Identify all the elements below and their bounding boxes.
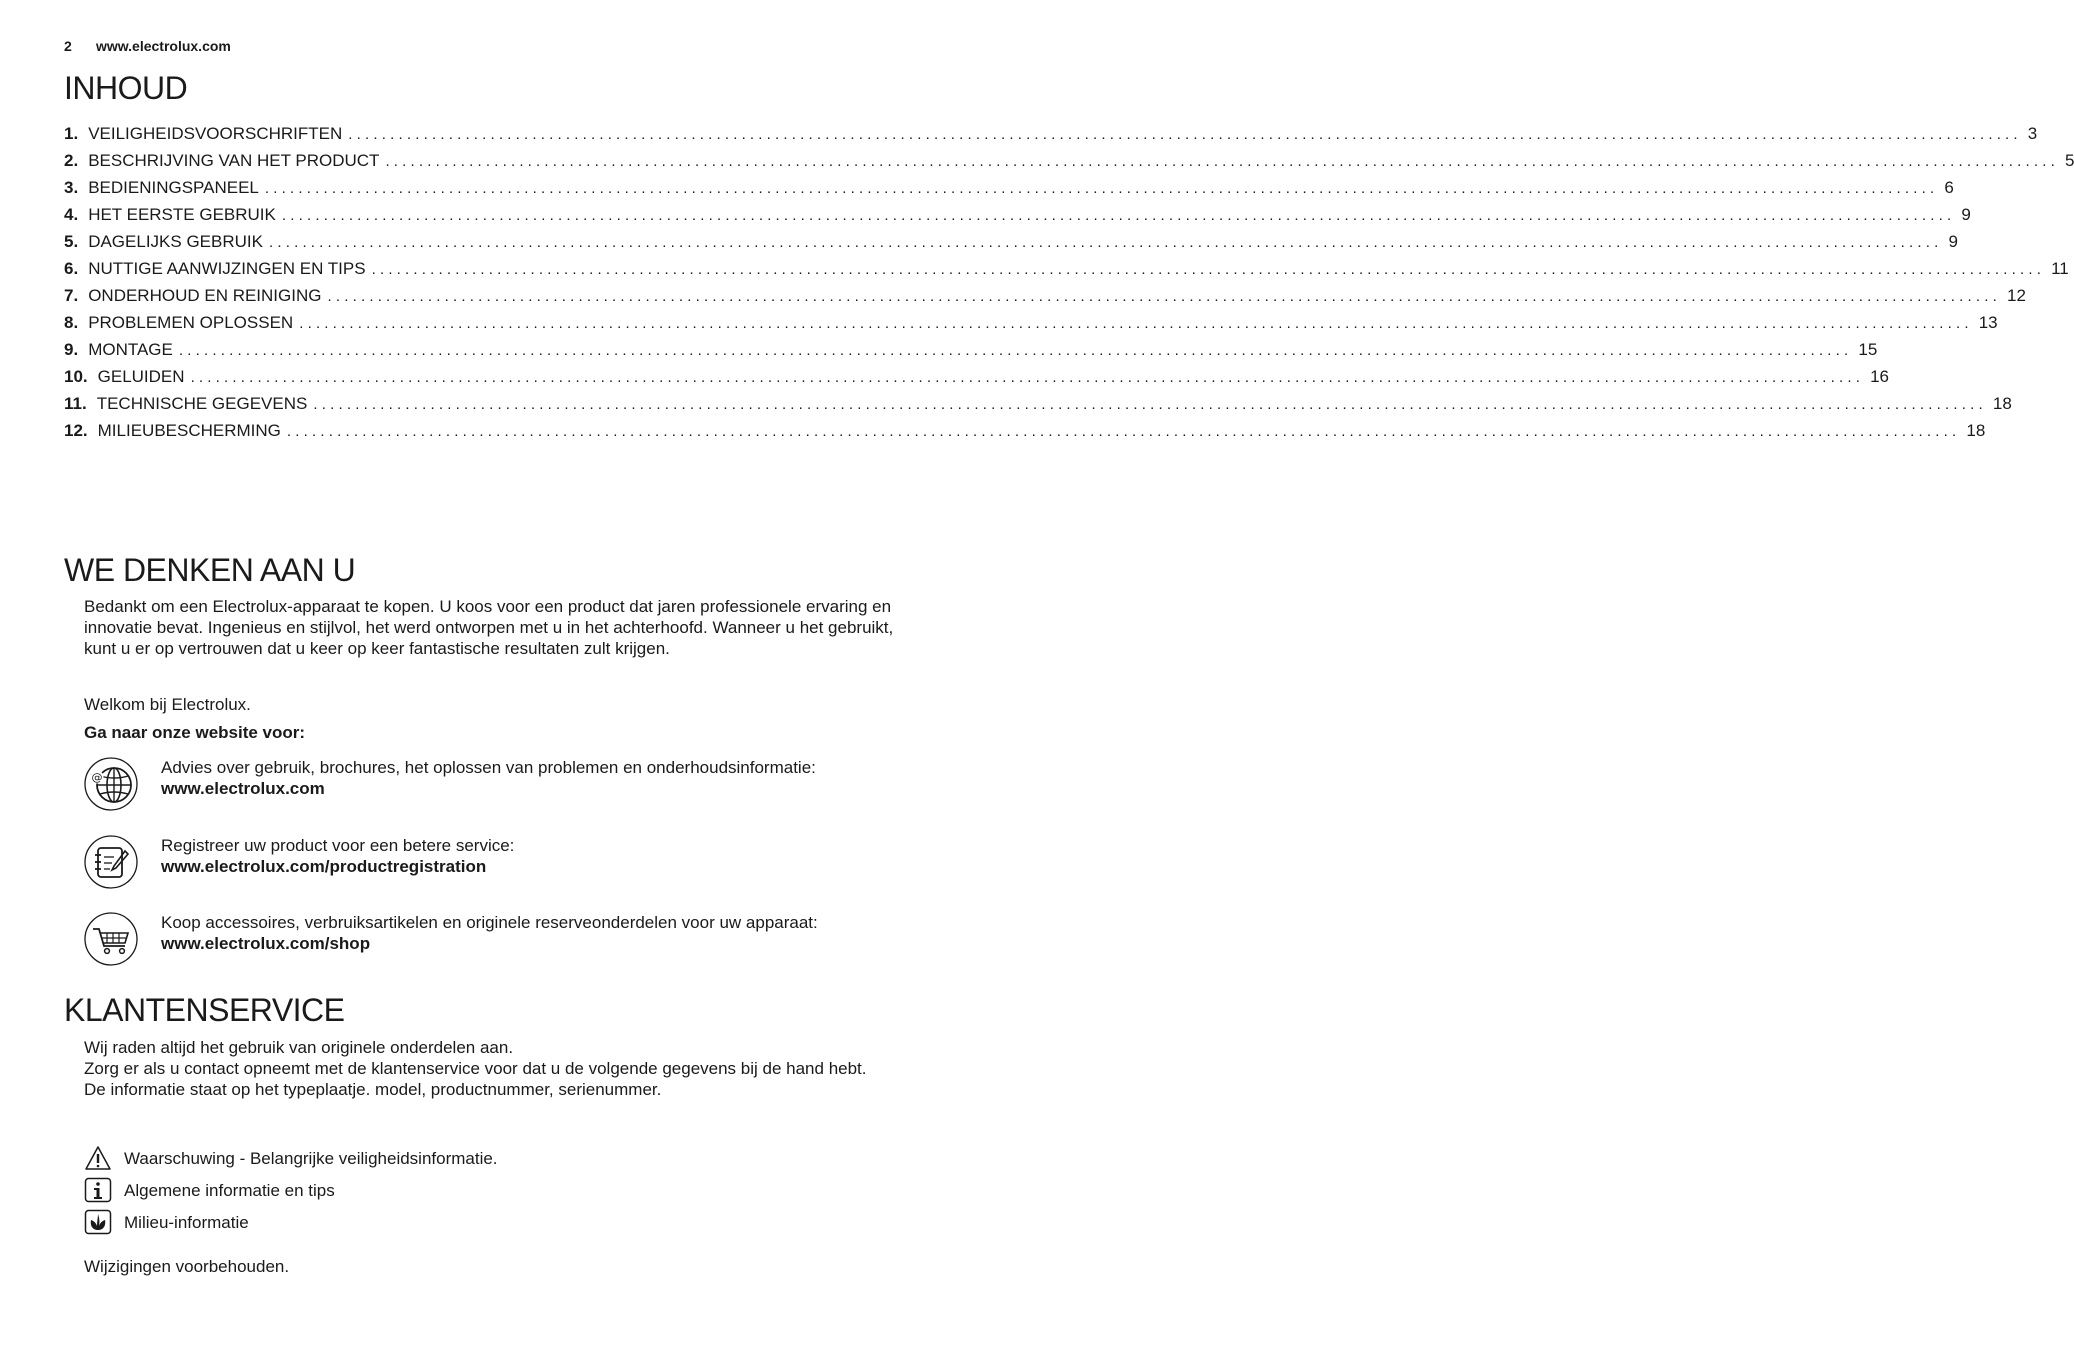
toc-item-number: 1. [64, 124, 79, 143]
legend-label: Waarschuwing - Belangrijke veiligheidsinformatie. [124, 1149, 498, 1168]
toc-item-number: 10. [64, 367, 88, 386]
website-heading: Ga naar onze website voor: [84, 723, 306, 742]
toc-item-label: VEILIGHEIDSVOORSCHRIFTEN [88, 124, 343, 143]
toc-item-page: 18 [1992, 394, 2012, 413]
toc-item[interactable] [64, 124, 2038, 151]
toc-dot-leader: ........................................................................................................................................................................................................ [348, 126, 2022, 143]
registration-form-icon [84, 835, 138, 889]
toc-item-label: MONTAGE [88, 340, 173, 359]
toc-item-label: DAGELIJKS GEBRUIK [88, 232, 263, 251]
toc-dot-leader: ........................................................................................................................................................................................................ [371, 261, 2046, 278]
toc-item-label: BESCHRIJVING VAN HET PRODUCT [88, 151, 380, 170]
toc-item[interactable] [64, 367, 1889, 394]
toc-item-number: 9. [64, 340, 79, 359]
toc-item[interactable] [64, 340, 1878, 367]
toc-item[interactable] [64, 205, 1971, 232]
toc-item-page: 9 [1948, 232, 1958, 251]
warning-icon [84, 1145, 112, 1171]
klantenservice-text [84, 1037, 894, 1100]
toc-dot-leader: ........................................................................................................................................................................................................ [299, 315, 1973, 332]
we-denken-title: WE DENKEN AAN U [64, 552, 356, 588]
toc-item[interactable] [64, 232, 1958, 259]
toc-item-label: TECHNISCHE GEGEVENS [96, 394, 308, 413]
page-header [64, 38, 231, 54]
toc-item-label: MILIEUBESCHERMING [97, 421, 281, 440]
toc-title: INHOUD [64, 70, 188, 106]
legend-label: Milieu-informatie [124, 1213, 249, 1232]
toc-dot-leader: ........................................................................................................................................................................................................ [264, 180, 1939, 197]
toc-item-page: 5 [2064, 151, 2074, 170]
toc-dot-leader: ........................................................................................................................................................................................................ [327, 288, 2001, 305]
footer-note: Wijzigingen voorbehouden. [84, 1257, 290, 1276]
intro-paragraph [84, 596, 894, 659]
service-link[interactable]: www.electrolux.com/productregistration [161, 857, 487, 876]
toc-item[interactable] [64, 286, 2026, 313]
toc-dot-leader: ........................................................................................................................................................................................................ [286, 423, 1961, 440]
toc-item-label: ONDERHOUD EN REINIGING [88, 286, 322, 305]
toc-item-number: 3. [64, 178, 79, 197]
toc-item[interactable] [64, 394, 2012, 421]
toc-item-page: 18 [1966, 421, 1986, 440]
service-registration [84, 835, 904, 895]
toc-item-label: HET EERSTE GEBRUIK [88, 205, 276, 224]
service-shop [84, 912, 904, 972]
toc-item-page: 12 [2006, 286, 2026, 305]
service-description: Advies over gebruik, brochures, het oplossen van problemen en onderhoudsinformatie: [161, 758, 816, 777]
toc-dot-leader: ........................................................................................................................................................................................................ [178, 342, 1853, 359]
intro-text: Bedankt om een Electrolux-apparaat te kopen. U koos voor een product dat jaren professionele ervaring en innovatie bevat. Ingenieus en stijlvol, het werd ontworpen met u in het achterhoofd. Wanneer u het gebruikt, kunt u er op vertrouwen dat u keer op keer fantastische resultaten zult krijgen. [84, 597, 894, 658]
environment-icon [84, 1209, 112, 1235]
toc-item-page: 16 [1870, 367, 1889, 386]
service-registration-text [161, 835, 514, 877]
toc-item-number: 7. [64, 286, 79, 305]
table-of-contents [64, 124, 2074, 448]
toc-item-page: 11 [2051, 259, 2069, 278]
toc-item-number: 11. [64, 394, 87, 413]
welcome-paragraph [84, 694, 894, 715]
toc-dot-leader: ........................................................................................................................................................................................................ [268, 234, 1943, 251]
service-description: Koop accessoires, verbruiksartikelen en originele reserveonderdelen voor uw apparaat: [161, 913, 818, 932]
toc-item-number: 5. [64, 232, 79, 251]
welcome-text: Welkom bij Electrolux. [84, 695, 251, 714]
globe-at-icon [84, 757, 138, 811]
toc-item[interactable] [64, 151, 2074, 178]
toc-item[interactable] [64, 178, 1954, 205]
toc-item-page: 13 [1978, 313, 1998, 332]
klantenservice-title: KLANTENSERVICE [64, 992, 345, 1028]
klantenservice-line: De informatie staat op het typeplaatje. model, productnummer, serienummer. [84, 1080, 662, 1099]
toc-item[interactable] [64, 421, 1986, 448]
toc-item-page: 6 [1944, 178, 1954, 197]
svg-text:@: @ [91, 771, 103, 784]
toc-item[interactable] [64, 313, 1998, 340]
page-number: 2 [64, 38, 72, 54]
toc-item-number: 8. [64, 313, 79, 332]
toc-item-page: 3 [2027, 124, 2038, 143]
toc-item-label: NUTTIGE AANWIJZINGEN EN TIPS [88, 259, 366, 278]
toc-item-number: 12. [64, 421, 88, 440]
legend-label: Algemene informatie en tips [124, 1181, 335, 1200]
toc-item-number: 4. [64, 205, 79, 224]
toc-item-page: 15 [1858, 340, 1878, 359]
shopping-cart-icon [84, 912, 138, 966]
service-link[interactable]: www.electrolux.com/shop [161, 934, 371, 953]
toc-item-number: 2. [64, 151, 79, 170]
toc-item-page: 9 [1961, 205, 1971, 224]
service-advice [84, 757, 904, 817]
service-link[interactable]: www.electrolux.com [161, 779, 325, 798]
header-website[interactable]: www.electrolux.com [96, 38, 231, 54]
klantenservice-line: Wij raden altijd het gebruik van originele onderdelen aan. [84, 1038, 514, 1057]
service-advice-text [161, 757, 816, 799]
toc-item[interactable] [64, 259, 2069, 286]
toc-dot-leader: ........................................................................................................................................................................................................ [385, 153, 2059, 170]
service-description: Registreer uw product voor een betere service: [161, 836, 515, 855]
toc-item-number: 6. [64, 259, 79, 278]
service-shop-text [161, 912, 818, 954]
toc-dot-leader: ........................................................................................................................................................................................................ [190, 369, 1865, 386]
toc-item-label: PROBLEMEN OPLOSSEN [88, 313, 294, 332]
info-icon [84, 1177, 112, 1203]
klantenservice-line: Zorg er als u contact opneemt met de klantenservice voor dat u de volgende gegevens bij de hand hebt. [84, 1059, 867, 1078]
toc-item-label: GELUIDEN [97, 367, 185, 386]
toc-dot-leader: ........................................................................................................................................................................................................ [313, 396, 1987, 413]
toc-dot-leader: ........................................................................................................................................................................................................ [281, 207, 1956, 224]
toc-item-label: BEDIENINGSPANEEL [88, 178, 259, 197]
